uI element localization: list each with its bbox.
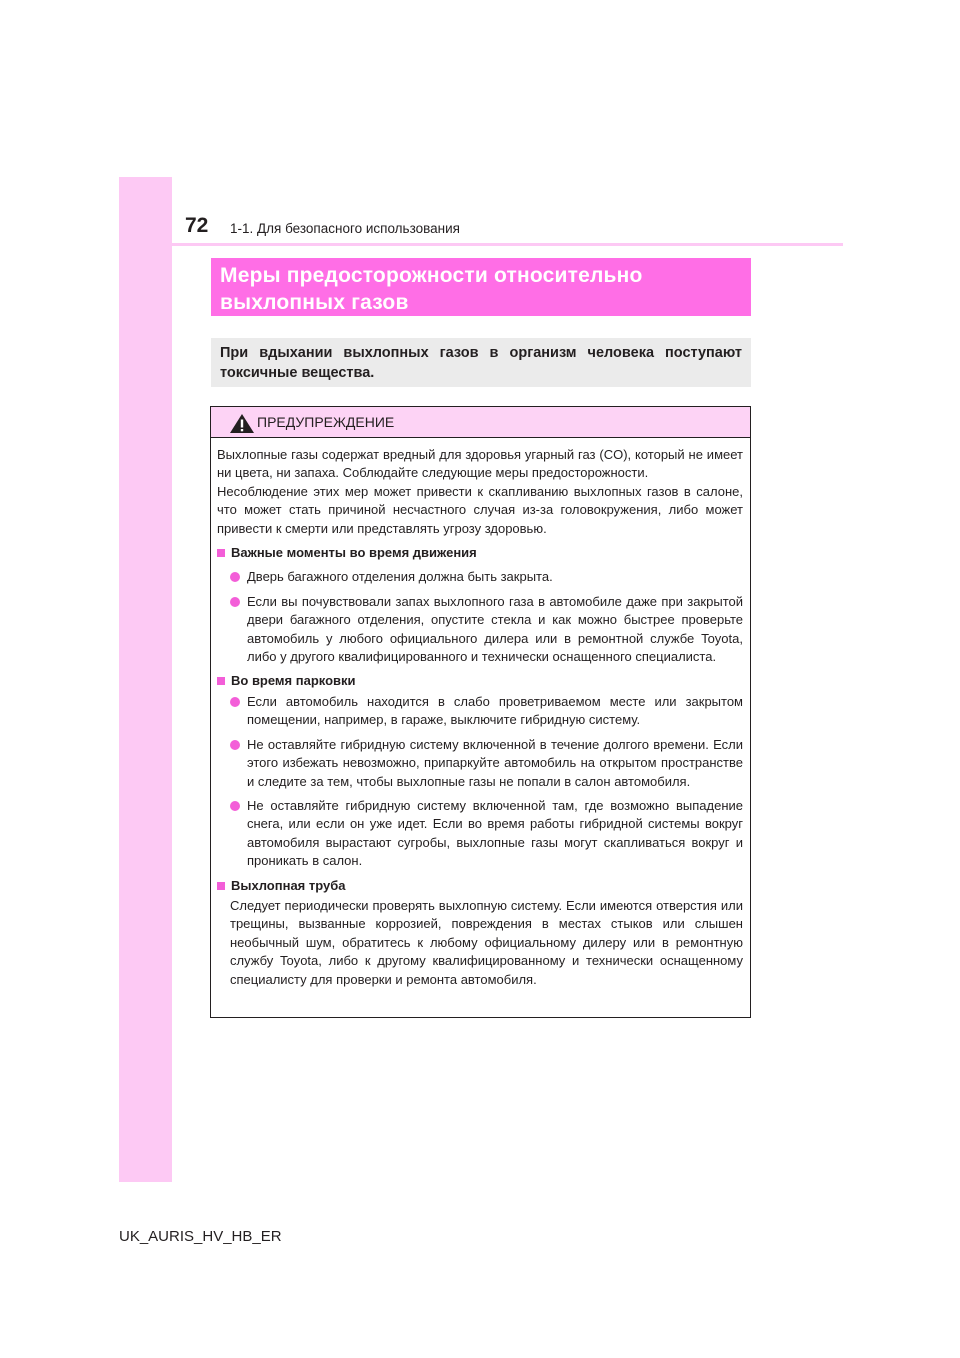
list-item xyxy=(217,568,743,586)
list-item xyxy=(217,797,743,871)
warning-triangle-icon xyxy=(229,413,255,434)
square-bullet-icon xyxy=(217,677,225,685)
header-rule xyxy=(172,243,843,246)
chapter-side-tab xyxy=(119,177,172,1182)
subsection-heading xyxy=(217,544,743,562)
warning-paragraph: Несоблюдение этих мер может привести к скапливанию выхлопных газов в салоне, что может стать причиной несчастного случая из-за головокружения, либо может привести к смерти или представлять угрозу здоровью. xyxy=(217,483,743,536)
list-item xyxy=(217,693,743,730)
subsection-title: Во время парковки xyxy=(231,673,356,689)
subsection-title: Выхлопная труба xyxy=(231,877,346,893)
list-item-text: Не оставляйте гибридную систему включенной там, где возможно выпадение снега, или если он уже идет. Если во время работы гибридной системы вокруг автомобиля вырастают сугробы, выхлопные газы могут скапливаться вокруг и проникать в салон. xyxy=(247,797,743,869)
list-item-text: Если вы почувствовали запах выхлопного газа в автомобиле даже при закрытой двери багажного отделения, опустите стекла и как можно быстрее проверьте автомобиль у любого официального дилера или в ремонтной службе Toyota, либо у другого квалифицированного и технически оснащенного специалиста. xyxy=(247,593,743,665)
list-item-text: Если автомобиль находится в слабо проветриваемом месте или закрытом помещении, например, в гараже, выключите гибридную систему. xyxy=(247,693,743,728)
subsection-heading xyxy=(217,672,743,690)
page-title-line-2: выхлопных газов xyxy=(220,291,409,314)
circle-bullet-icon xyxy=(230,801,240,811)
circle-bullet-icon xyxy=(230,740,240,750)
warning-title: ПРЕДУПРЕЖДЕНИЕ xyxy=(257,414,395,430)
circle-bullet-icon xyxy=(230,697,240,707)
circle-bullet-icon xyxy=(230,572,240,582)
page-title xyxy=(211,258,751,316)
square-bullet-icon xyxy=(217,882,225,890)
list-item xyxy=(217,593,743,667)
list-item-text: Дверь багажного отделения должна быть закрыта. xyxy=(247,569,553,585)
subsection-heading xyxy=(217,877,743,895)
section-label: 1-1. Для безопасного использования xyxy=(230,221,460,236)
list-item xyxy=(217,736,743,791)
intro-box: При вдыхании выхлопных газов в организм человека поступают токсичные вещества. xyxy=(211,338,751,387)
list-item-text: Не оставляйте гибридную систему включенной в течение долгого времени. Если этого избежать невозможно, припаркуйте автомобиль на открытом пространстве и следите за тем, чтобы выхлопные газы не попали в салон автомобиля. xyxy=(247,736,743,789)
circle-bullet-icon xyxy=(230,597,240,607)
document-code: UK_AURIS_HV_HB_ER xyxy=(119,1228,282,1245)
warning-paragraph: Выхлопные газы содержат вредный для здоровья угарный газ (CO), который не имеет ни цвета, ни запаха. Соблюдайте следующие меры предосторожности. xyxy=(217,447,743,481)
warning-body xyxy=(211,438,750,989)
subsection-title: Важные моменты во время движения xyxy=(231,545,477,561)
warning-header xyxy=(211,407,750,438)
square-bullet-icon xyxy=(217,549,225,557)
page-number: 72 xyxy=(185,214,209,237)
subsection-text: Следует периодически проверять выхлопную систему. Если имеются отверстия или трещины, вызванные коррозией, повреждения в местах стыков или слышен необычный шум, обратитесь к любому официальному дилеру или в ремонтную службу Toyota, либо к другому квалифицированному и технически оснащенному специалисту для проверки и ремонта автомобиля. xyxy=(230,897,743,987)
page-title-line-1: Меры предосторожности относительно xyxy=(220,264,643,287)
warning-box xyxy=(210,406,751,1018)
